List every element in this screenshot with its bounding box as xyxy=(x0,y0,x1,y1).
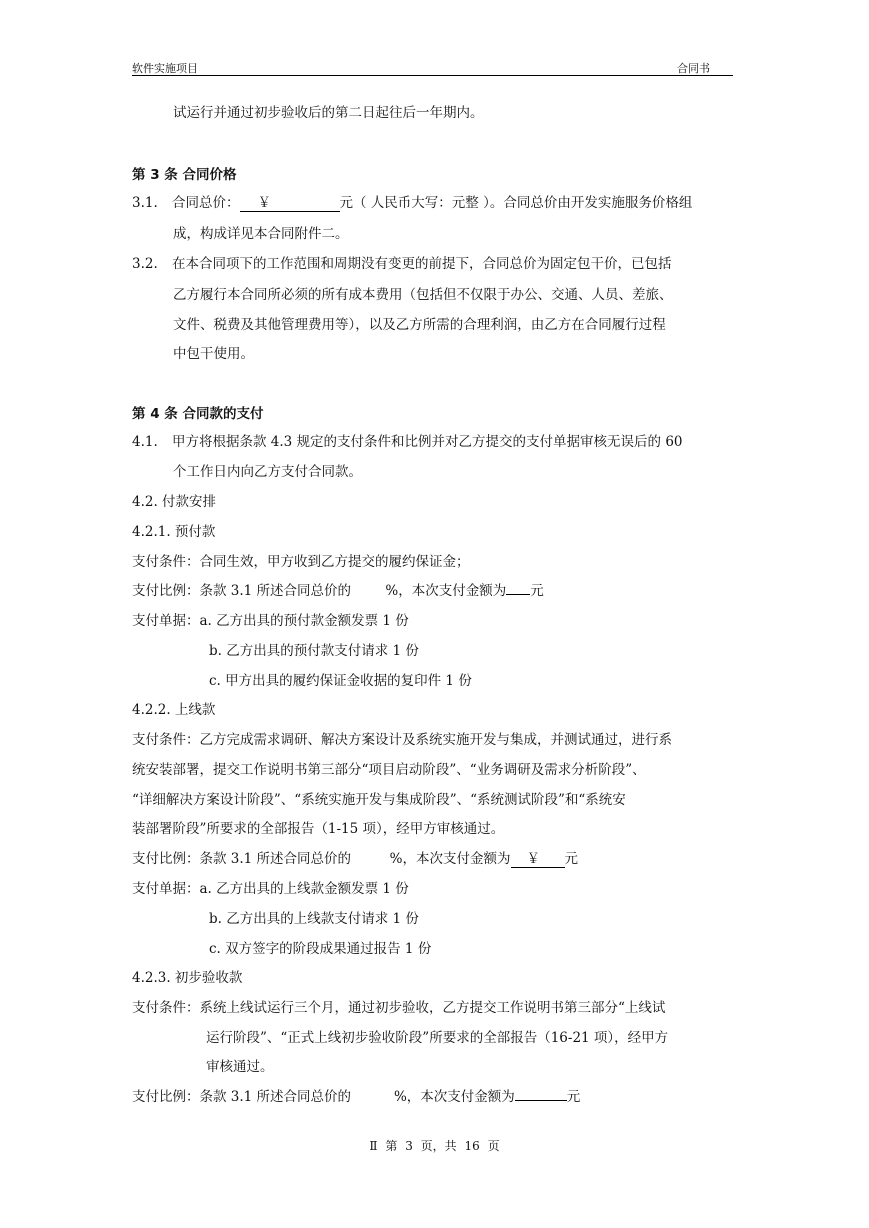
golive-condition-line-2: 统安装部署，提交工作说明书第三部分“项目启动阶段”、“业务调研及需求分析阶段”、 xyxy=(132,762,646,778)
header-project-title: 软件实施项目 xyxy=(132,62,198,75)
prepayment-docs-b: b. 乙方出具的预付款支付请求 1 份 xyxy=(209,643,419,659)
clause-3-2-line-4: 中包干使用。 xyxy=(173,346,254,362)
acceptance-condition-line-2: 运行阶段”、“正式上线初步验收阶段”所要求的全部报告（16-21 项），经甲方 xyxy=(206,1030,669,1046)
golive-docs-a: 支付单据：a. 乙方出具的上线款金额发票 1 份 xyxy=(132,881,409,897)
total-price-blank xyxy=(240,195,340,212)
total-price-text: 元（ 人民币大写：元整 ）。合同总价由开发实施服务价格组 xyxy=(339,195,693,211)
prepayment-condition: 支付条件：合同生效，甲方收到乙方提交的履约保证金； xyxy=(132,554,470,570)
total-price-label: 合同总价： xyxy=(172,195,240,211)
clause-text: 在本合同项下的工作范围和周期没有变更的前提下，合同总价为固定包干价，已包括 xyxy=(172,256,672,272)
golive-docs-b: b. 乙方出具的上线款支付请求 1 份 xyxy=(209,911,419,927)
golive-ratio xyxy=(132,850,578,868)
yuan-sign: ￥ xyxy=(257,195,271,211)
currency-unit: 元 xyxy=(530,583,544,599)
section-3-heading: 第 3 条 合同价格 xyxy=(132,167,237,183)
footer-text-3: 页 xyxy=(487,1139,500,1153)
clause-4-2-1: 4.2.1. 预付款 xyxy=(132,524,216,540)
clause-4-1-line-1 xyxy=(132,433,683,451)
page-header xyxy=(132,62,733,76)
golive-docs-c: c. 双方签字的阶段成果通过报告 1 份 xyxy=(209,941,432,957)
clause-3-2-line-2: 乙方履行本合同所必须的所有成本费用（包括但不仅限于办公、交通、人员、差旅、 xyxy=(173,287,673,303)
footer-roman-numeral: Ⅱ xyxy=(369,1139,378,1153)
clause-3-1-line-2: 成，构成详见本合同附件二。 xyxy=(173,226,349,242)
prepayment-ratio xyxy=(132,582,544,600)
clause-number: 4.1. xyxy=(132,434,158,450)
amount-blank xyxy=(511,851,565,868)
page-footer xyxy=(0,1138,869,1154)
ratio-text: 支付比例：条款 3.1 所述合同总价的 %，本次支付金额为 xyxy=(132,1089,515,1105)
section-4-heading: 第 4 条 合同款的支付 xyxy=(132,406,264,422)
prepayment-docs-c: c. 甲方出具的履约保证金收据的复印件 1 份 xyxy=(209,673,472,689)
yuan-sign: ￥ xyxy=(526,851,541,867)
golive-condition-line-4: 装部署阶段”所要求的全部报告（1-15 项），经甲方审核通过。 xyxy=(132,821,505,837)
prepayment-docs-a: 支付单据：a. 乙方出具的预付款金额发票 1 份 xyxy=(132,613,409,629)
footer-page-number: 3 xyxy=(405,1139,413,1153)
clause-number: 3.1. xyxy=(132,195,158,211)
ratio-text: 支付比例：条款 3.1 所述合同总价的 %，本次支付金额为 xyxy=(132,583,507,599)
clause-text: 甲方将根据条款 4.3 规定的支付条件和比例并对乙方提交的支付单据审核无误后的 60 xyxy=(172,434,683,450)
footer-total-pages: 16 xyxy=(464,1139,480,1153)
clause-4-2-3: 4.2.3. 初步验收款 xyxy=(132,970,243,986)
acceptance-ratio xyxy=(132,1088,580,1106)
golive-condition-line-3: “详细解决方案设计阶段”、“系统实施开发与集成阶段”、“系统测试阶段”和“系统安 xyxy=(132,792,626,808)
footer-text-2: 页，共 xyxy=(420,1139,457,1153)
clause-3-2-line-3: 文件、税费及其他管理费用等），以及乙方所需的合理利润，由乙方在合同履行过程 xyxy=(173,317,666,333)
amount-blank xyxy=(515,1100,567,1101)
golive-condition-line-1: 支付条件：乙方完成需求调研、解决方案设计及系统实施开发与集成，并测试通过，进行系 xyxy=(132,732,672,748)
clause-3-1-line-1 xyxy=(132,194,692,212)
footer-text-1: 第 xyxy=(385,1139,398,1153)
acceptance-condition-line-3: 审核通过。 xyxy=(206,1059,274,1075)
amount-blank xyxy=(506,594,530,595)
clause-4-1-line-2: 个工作日内向乙方支付合同款。 xyxy=(173,464,362,480)
acceptance-condition-line-1: 支付条件：系统上线试运行三个月，通过初步验收，乙方提交工作说明书第三部分“上线试 xyxy=(132,1000,666,1016)
clause-number: 3.2. xyxy=(132,256,158,272)
clause-4-2: 4.2. 付款安排 xyxy=(132,494,217,510)
clause-3-2-line-1 xyxy=(132,255,672,273)
currency-unit: 元 xyxy=(566,1089,581,1105)
continuation-line: 试运行并通过初步验收后的第二日起往后一年期内。 xyxy=(173,105,484,121)
header-document-title: 合同书 xyxy=(677,62,710,75)
clause-4-2-2: 4.2.2. 上线款 xyxy=(132,702,216,718)
currency-unit: 元 xyxy=(564,851,579,867)
ratio-text: 支付比例：条款 3.1 所述合同总价的 %，本次支付金额为 xyxy=(132,851,511,867)
